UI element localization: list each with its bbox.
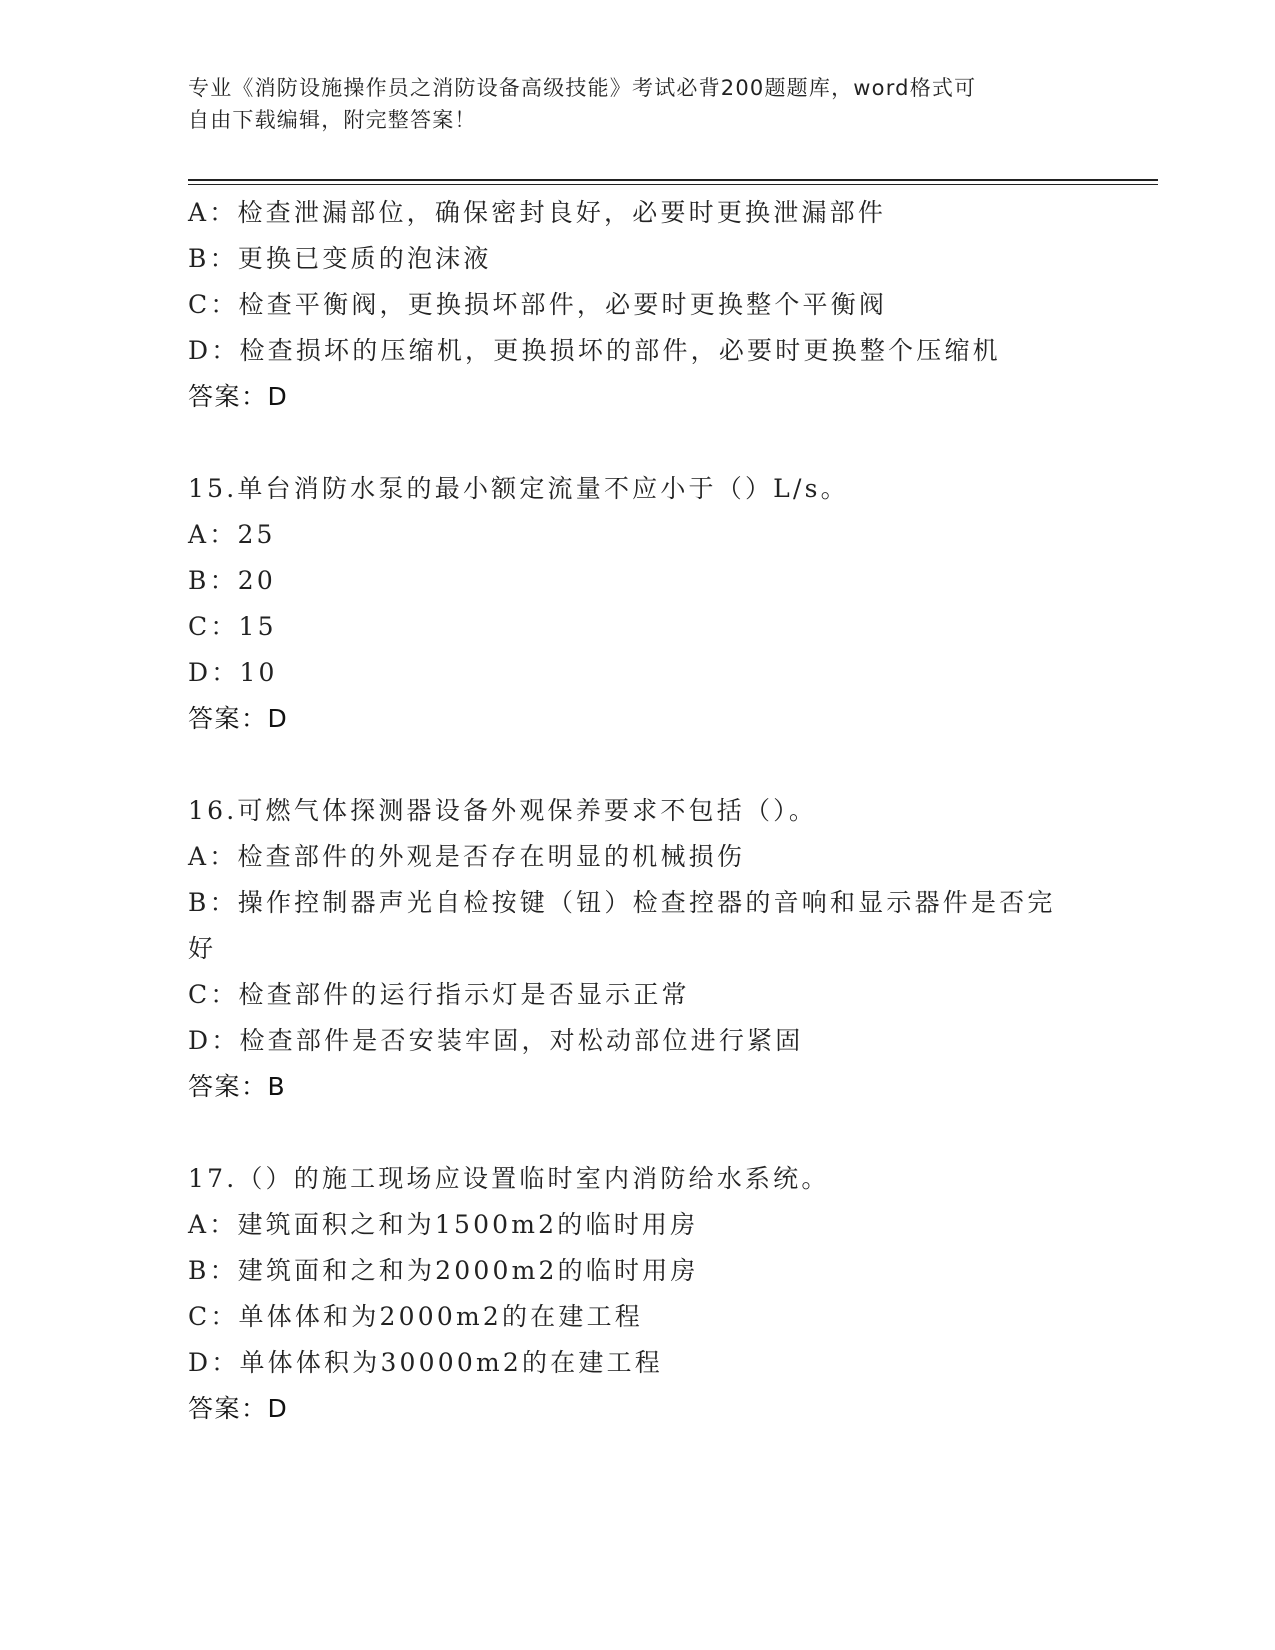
spacer	[188, 1110, 1088, 1156]
question-text: 17.（）的施工现场应设置临时室内消防给水系统。	[188, 1164, 830, 1193]
question-text: 15.单台消防水泵的最小额定流量不应小于（）L/s。	[188, 474, 849, 503]
option-a: A：建筑面积之和为1500m2的临时用房	[188, 1210, 699, 1239]
option-b: B：更换已变质的泡沫液	[188, 244, 492, 273]
option-b: B：20	[188, 566, 276, 595]
header-divider-thin	[188, 184, 1158, 185]
spacer	[188, 742, 1088, 788]
option-c: C：单体体和为2000m2的在建工程	[188, 1302, 643, 1331]
question-17-block	[188, 1156, 1088, 1432]
option-b: B：建筑面和之和为2000m2的临时用房	[188, 1256, 699, 1285]
question-list	[188, 190, 1088, 1432]
option-c: C：15	[188, 612, 277, 641]
option-c: C：检查部件的运行指示灯是否显示正常	[188, 980, 690, 1009]
header-title-line-1: 专业《消防设施操作员之消防设备高级技能》考试必背200题题库，word格式可	[188, 76, 977, 100]
option-d: D：单体体积为30000m2的在建工程	[188, 1348, 663, 1377]
question-16-block	[188, 788, 1088, 1110]
option-d: D：检查部件是否安装牢固，对松动部位进行紧固	[188, 1026, 804, 1055]
option-d: D：检查损坏的压缩机，更换损坏的部件，必要时更换整个压缩机	[188, 336, 1001, 365]
answer-line: 答案：B	[188, 1072, 287, 1101]
option-a: A：检查泄漏部位，确保密封良好，必要时更换泄漏部件	[188, 198, 887, 227]
answer-line: 答案：D	[188, 704, 289, 733]
question-14-block	[188, 190, 1088, 420]
header-divider-thick	[188, 179, 1158, 181]
option-c: C：检查平衡阀，更换损坏部件，必要时更换整个平衡阀	[188, 290, 888, 319]
header-title-line-2: 自由下载编辑，附完整答案！	[188, 108, 477, 132]
spacer	[188, 420, 1088, 466]
option-d: D：10	[188, 658, 278, 687]
question-text: 16.可燃气体探测器设备外观保养要求不包括（）。	[188, 796, 818, 825]
document-header	[188, 72, 1088, 136]
option-b-line-2: 好	[188, 934, 217, 963]
option-a: A：检查部件的外观是否存在明显的机械损伤	[188, 842, 746, 871]
answer-line: 答案：D	[188, 382, 289, 411]
option-a: A：25	[188, 520, 276, 549]
option-b-line-1: B：操作控制器声光自检按键（钮）检查控器的音响和显示器件是否完	[188, 888, 1056, 917]
question-15-block	[188, 466, 1088, 742]
answer-line: 答案：D	[188, 1394, 289, 1423]
